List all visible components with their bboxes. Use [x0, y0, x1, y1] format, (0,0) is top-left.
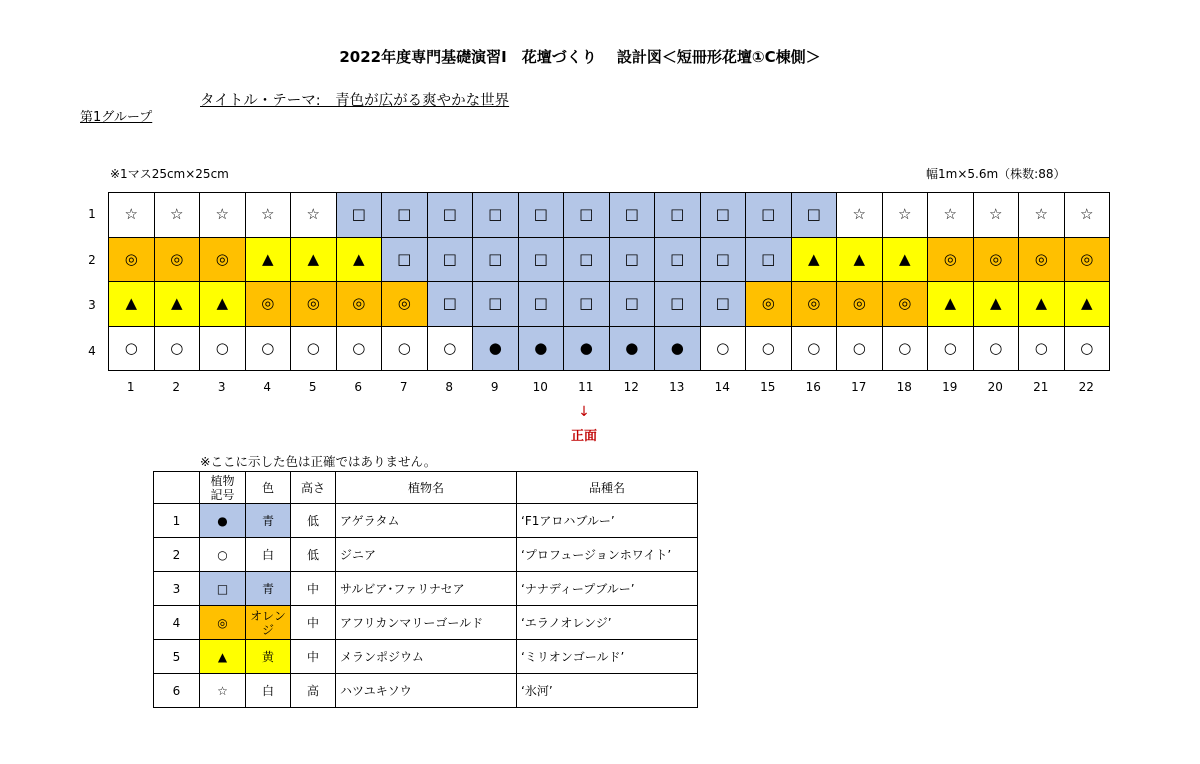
grid-cell — [791, 326, 837, 371]
circle-icon: ○ — [852, 338, 866, 357]
legend-header-row — [154, 472, 698, 504]
column-label: 8 — [445, 380, 454, 394]
grid-cell — [928, 237, 974, 282]
grid-cell — [382, 326, 428, 371]
legend-no: 2 — [154, 538, 200, 572]
triangle-icon: ▲ — [170, 294, 183, 313]
grid-cell — [200, 282, 246, 327]
scale-note: ※1マス25cm×25cm — [110, 167, 229, 181]
square-icon: □ — [397, 249, 412, 268]
color-note: ※ここに示した色は正確ではありません。 — [200, 454, 437, 469]
triangle-icon: ▲ — [217, 649, 228, 664]
grid-cell — [882, 282, 928, 327]
circle-icon: ○ — [943, 338, 957, 357]
triangle-icon: ▲ — [853, 249, 866, 268]
grid-cell — [109, 282, 155, 327]
grid-cell — [1064, 326, 1110, 371]
square-icon: □ — [670, 294, 685, 313]
legend-height: 高 — [291, 674, 336, 708]
row-label: 2 — [88, 252, 96, 267]
grid-cell — [837, 237, 883, 282]
grid-row — [109, 282, 1110, 327]
grid-cell — [382, 237, 428, 282]
grid-cell — [700, 282, 746, 327]
grid-cell — [837, 326, 883, 371]
square-icon: □ — [670, 205, 685, 224]
grid-cell — [382, 193, 428, 238]
legend-height: 中 — [291, 572, 336, 606]
square-icon: □ — [624, 205, 639, 224]
star-icon: ☆ — [217, 683, 228, 698]
circle-icon: ○ — [306, 338, 320, 357]
group-label: 第1グループ — [80, 110, 153, 125]
column-label: 20 — [987, 380, 1003, 394]
square-icon: □ — [806, 205, 821, 224]
grid-cell — [336, 193, 382, 238]
double-circle-icon: ◎ — [124, 249, 138, 268]
triangle-icon: ▲ — [125, 294, 138, 313]
legend-symbol — [200, 538, 246, 572]
column-label: 11 — [578, 380, 594, 394]
circle-icon: ○ — [443, 338, 457, 357]
grid-cell — [1019, 282, 1065, 327]
grid-row — [109, 237, 1110, 282]
double-circle-icon: ◎ — [261, 294, 275, 313]
square-icon: □ — [442, 294, 457, 313]
legend-header-symbol-line2: 記号 — [210, 487, 235, 502]
circle-icon: ○ — [989, 338, 1003, 357]
legend-row — [154, 538, 698, 572]
legend-variety: ‘氷河’ — [517, 674, 698, 708]
star-icon: ☆ — [943, 205, 957, 224]
legend-plant-name: メランポジウム — [336, 640, 517, 674]
star-icon: ☆ — [989, 205, 1003, 224]
legend-plant-name: アゲラタム — [336, 504, 517, 538]
legend-symbol — [200, 640, 246, 674]
triangle-icon: ▲ — [216, 294, 229, 313]
grid-cell — [700, 193, 746, 238]
grid-cell — [882, 237, 928, 282]
filled-circle-icon: ● — [217, 513, 228, 528]
grid-cell — [700, 326, 746, 371]
plant-legend-table — [153, 471, 698, 708]
grid-cell — [518, 193, 564, 238]
legend-color-line2: ジ — [261, 622, 274, 637]
triangle-icon: ▲ — [1035, 294, 1048, 313]
grid-cell — [336, 237, 382, 282]
grid-cell — [655, 326, 701, 371]
legend-header-plant: 植物名 — [336, 472, 517, 504]
triangle-icon: ▲ — [307, 249, 320, 268]
column-label: 2 — [172, 380, 181, 394]
star-icon: ☆ — [215, 205, 229, 224]
grid-cell — [609, 282, 655, 327]
column-label: 13 — [669, 380, 685, 394]
grid-cell — [245, 237, 291, 282]
legend-no: 1 — [154, 504, 200, 538]
column-label: 21 — [1033, 380, 1049, 394]
grid-cell — [564, 193, 610, 238]
grid-cell — [109, 326, 155, 371]
star-icon: ☆ — [1034, 205, 1048, 224]
double-circle-icon: ◎ — [306, 294, 320, 313]
square-icon: □ — [715, 205, 730, 224]
column-label: 10 — [532, 380, 548, 394]
column-label: 9 — [490, 380, 499, 394]
grid-cell — [154, 282, 200, 327]
legend-plant-name: ジニア — [336, 538, 517, 572]
grid-cell — [1019, 326, 1065, 371]
grid-cell — [973, 193, 1019, 238]
grid-cell — [564, 237, 610, 282]
triangle-icon: ▲ — [352, 249, 365, 268]
grid-cell — [882, 193, 928, 238]
star-icon: ☆ — [1080, 205, 1094, 224]
legend-variety: ‘プロフュージョンホワイト’ — [517, 538, 698, 572]
filled-circle-icon: ● — [534, 338, 548, 357]
grid-cell — [473, 282, 519, 327]
legend-variety: ‘ミリオンゴールド’ — [517, 640, 698, 674]
column-label: 1 — [126, 380, 135, 394]
grid-cell — [791, 237, 837, 282]
grid-cell — [564, 326, 610, 371]
grid-cell — [746, 282, 792, 327]
column-label: 4 — [263, 380, 272, 394]
square-icon: □ — [488, 294, 503, 313]
grid-cell — [427, 193, 473, 238]
column-label: 3 — [217, 380, 226, 394]
grid-cell — [973, 237, 1019, 282]
grid-cell — [1064, 193, 1110, 238]
grid-cell — [791, 193, 837, 238]
grid-cell — [291, 193, 337, 238]
legend-symbol — [200, 504, 246, 538]
filled-circle-icon: ● — [670, 338, 684, 357]
grid-cell — [1064, 282, 1110, 327]
grid-cell — [746, 237, 792, 282]
grid-cell — [518, 282, 564, 327]
page-title: 2022年度専門基礎演習Ⅰ 花壇づくり 設計図＜短冊形花壇①C棟側＞ — [339, 48, 821, 66]
legend-no: 5 — [154, 640, 200, 674]
legend-no: 6 — [154, 674, 200, 708]
legend-symbol — [200, 674, 246, 708]
grid-cell — [200, 237, 246, 282]
legend-header-color: 色 — [246, 472, 291, 504]
grid-cell — [655, 237, 701, 282]
grid-cell — [336, 282, 382, 327]
grid-cell — [973, 282, 1019, 327]
filled-circle-icon: ● — [579, 338, 593, 357]
circle-icon: ○ — [898, 338, 912, 357]
square-icon: □ — [442, 205, 457, 224]
square-icon: □ — [624, 294, 639, 313]
circle-icon: ○ — [124, 338, 138, 357]
legend-height: 中 — [291, 640, 336, 674]
square-icon: □ — [351, 205, 366, 224]
circle-icon: ○ — [397, 338, 411, 357]
square-icon: □ — [488, 205, 503, 224]
grid-cell — [609, 193, 655, 238]
legend-variety: ‘エラノオレンジ’ — [517, 606, 698, 640]
grid-cell — [1064, 237, 1110, 282]
triangle-icon: ▲ — [807, 249, 820, 268]
square-icon: □ — [761, 249, 776, 268]
double-circle-icon: ◎ — [761, 294, 775, 313]
grid-cell — [200, 326, 246, 371]
grid-cell — [655, 193, 701, 238]
grid-cell — [973, 326, 1019, 371]
square-icon: □ — [624, 249, 639, 268]
circle-icon: ○ — [716, 338, 730, 357]
circle-icon: ○ — [1034, 338, 1048, 357]
legend-height: 低 — [291, 538, 336, 572]
legend-height: 中 — [291, 606, 336, 640]
circle-icon: ○ — [352, 338, 366, 357]
double-circle-icon: ◎ — [217, 615, 228, 630]
column-label: 18 — [896, 380, 912, 394]
grid-cell — [336, 326, 382, 371]
grid-cell — [564, 282, 610, 327]
filled-circle-icon: ● — [625, 338, 639, 357]
grid-cell — [473, 326, 519, 371]
square-icon: □ — [715, 294, 730, 313]
square-icon: □ — [579, 249, 594, 268]
legend-variety: ‘F1アロハブルー’ — [517, 504, 698, 538]
square-icon: □ — [761, 205, 776, 224]
column-label: 14 — [714, 380, 730, 394]
square-icon: □ — [579, 294, 594, 313]
star-icon: ☆ — [306, 205, 320, 224]
legend-no: 3 — [154, 572, 200, 606]
grid-cell — [609, 326, 655, 371]
legend-header-no — [154, 472, 200, 504]
legend-color: 白 — [246, 538, 291, 572]
grid-cell — [791, 282, 837, 327]
legend-variety: ‘ナナディープブルー’ — [517, 572, 698, 606]
double-circle-icon: ◎ — [1034, 249, 1048, 268]
double-circle-icon: ◎ — [352, 294, 366, 313]
circle-icon: ○ — [261, 338, 275, 357]
grid-cell — [245, 326, 291, 371]
column-label: 7 — [399, 380, 408, 394]
size-note: 幅1m×5.6m（株数:88） — [926, 167, 1066, 181]
grid-cell — [837, 282, 883, 327]
column-label: 12 — [623, 380, 639, 394]
legend-header-height: 高さ — [291, 472, 336, 504]
square-icon: □ — [533, 205, 548, 224]
front-label: 正面 — [570, 429, 597, 444]
square-icon: □ — [488, 249, 503, 268]
row-label: 1 — [88, 207, 96, 221]
double-circle-icon: ◎ — [989, 249, 1003, 268]
grid-cell — [518, 237, 564, 282]
grid-cell — [154, 326, 200, 371]
circle-icon: ○ — [807, 338, 821, 357]
square-icon: □ — [216, 581, 229, 596]
grid-cell — [154, 193, 200, 238]
grid-cell — [746, 193, 792, 238]
grid-cell — [473, 237, 519, 282]
square-icon: □ — [670, 249, 685, 268]
double-circle-icon: ◎ — [170, 249, 184, 268]
double-circle-icon: ◎ — [215, 249, 229, 268]
legend-header-symbol-line1: 植物 — [210, 473, 235, 488]
square-icon: □ — [397, 205, 412, 224]
grid-cell — [109, 193, 155, 238]
legend-color: 青 — [246, 572, 291, 606]
legend-color: 白 — [246, 674, 291, 708]
legend-color: 青 — [246, 504, 291, 538]
filled-circle-icon: ● — [488, 338, 502, 357]
square-icon: □ — [533, 294, 548, 313]
grid-cell — [154, 237, 200, 282]
square-icon: □ — [715, 249, 730, 268]
grid-cell — [382, 282, 428, 327]
circle-icon: ○ — [215, 338, 229, 357]
legend-header-variety: 品種名 — [517, 472, 698, 504]
grid-cell — [655, 282, 701, 327]
grid-cell — [200, 193, 246, 238]
legend-row — [154, 674, 698, 708]
legend-no: 4 — [154, 606, 200, 640]
down-arrow-icon: ↓ — [578, 404, 590, 420]
grid-cell — [427, 282, 473, 327]
star-icon: ☆ — [852, 205, 866, 224]
theme-heading: タイトル・テーマ: 青色が広がる爽やかな世界 — [200, 93, 510, 109]
planting-grid — [108, 192, 1110, 371]
grid-cell — [427, 237, 473, 282]
legend-symbol — [200, 572, 246, 606]
grid-cell — [700, 237, 746, 282]
grid-cell — [245, 282, 291, 327]
double-circle-icon: ◎ — [852, 294, 866, 313]
triangle-icon: ▲ — [898, 249, 911, 268]
row-label: 3 — [88, 298, 96, 312]
legend-color-line1: オレン — [250, 608, 286, 623]
circle-icon: ○ — [761, 338, 775, 357]
legend-color: 黄 — [246, 640, 291, 674]
grid-cell — [518, 326, 564, 371]
double-circle-icon: ◎ — [1080, 249, 1094, 268]
star-icon: ☆ — [124, 205, 138, 224]
legend-row — [154, 572, 698, 606]
grid-cell — [109, 237, 155, 282]
square-icon: □ — [533, 249, 548, 268]
grid-row — [109, 193, 1110, 238]
row-label: 4 — [88, 343, 96, 358]
column-label: 19 — [942, 380, 958, 394]
column-label: 5 — [308, 380, 317, 394]
double-circle-icon: ◎ — [943, 249, 957, 268]
grid-cell — [609, 237, 655, 282]
grid-cell — [837, 193, 883, 238]
grid-cell — [928, 326, 974, 371]
triangle-icon: ▲ — [1080, 294, 1093, 313]
legend-plant-name: サルビア･ファリナセア — [336, 572, 517, 606]
grid-cell — [473, 193, 519, 238]
legend-color — [246, 606, 291, 640]
grid-cell — [291, 237, 337, 282]
triangle-icon: ▲ — [261, 249, 274, 268]
legend-symbol — [200, 606, 246, 640]
triangle-icon: ▲ — [989, 294, 1002, 313]
column-label: 22 — [1078, 380, 1094, 394]
column-label: 17 — [851, 380, 867, 394]
legend-height: 低 — [291, 504, 336, 538]
legend-header-symbol — [200, 472, 246, 504]
star-icon: ☆ — [898, 205, 912, 224]
column-label: 6 — [354, 380, 363, 394]
legend-row — [154, 606, 698, 640]
column-label: 15 — [760, 380, 776, 394]
legend-plant-name: アフリカンマリーゴールド — [336, 606, 517, 640]
grid-cell — [1019, 193, 1065, 238]
grid-cell — [1019, 237, 1065, 282]
star-icon: ☆ — [170, 205, 184, 224]
column-label: 16 — [805, 380, 821, 394]
legend-plant-name: ハツユキソウ — [336, 674, 517, 708]
grid-cell — [245, 193, 291, 238]
double-circle-icon: ◎ — [397, 294, 411, 313]
circle-icon: ○ — [217, 547, 228, 562]
double-circle-icon: ◎ — [807, 294, 821, 313]
grid-cell — [427, 326, 473, 371]
grid-cell — [882, 326, 928, 371]
circle-icon: ○ — [1080, 338, 1094, 357]
square-icon: □ — [442, 249, 457, 268]
square-icon: □ — [579, 205, 594, 224]
circle-icon: ○ — [170, 338, 184, 357]
legend-row — [154, 640, 698, 674]
star-icon: ☆ — [261, 205, 275, 224]
double-circle-icon: ◎ — [898, 294, 912, 313]
legend-row — [154, 504, 698, 538]
grid-cell — [291, 326, 337, 371]
triangle-icon: ▲ — [944, 294, 957, 313]
grid-cell — [291, 282, 337, 327]
grid-cell — [746, 326, 792, 371]
grid-row — [109, 326, 1110, 371]
grid-cell — [928, 193, 974, 238]
grid-cell — [928, 282, 974, 327]
